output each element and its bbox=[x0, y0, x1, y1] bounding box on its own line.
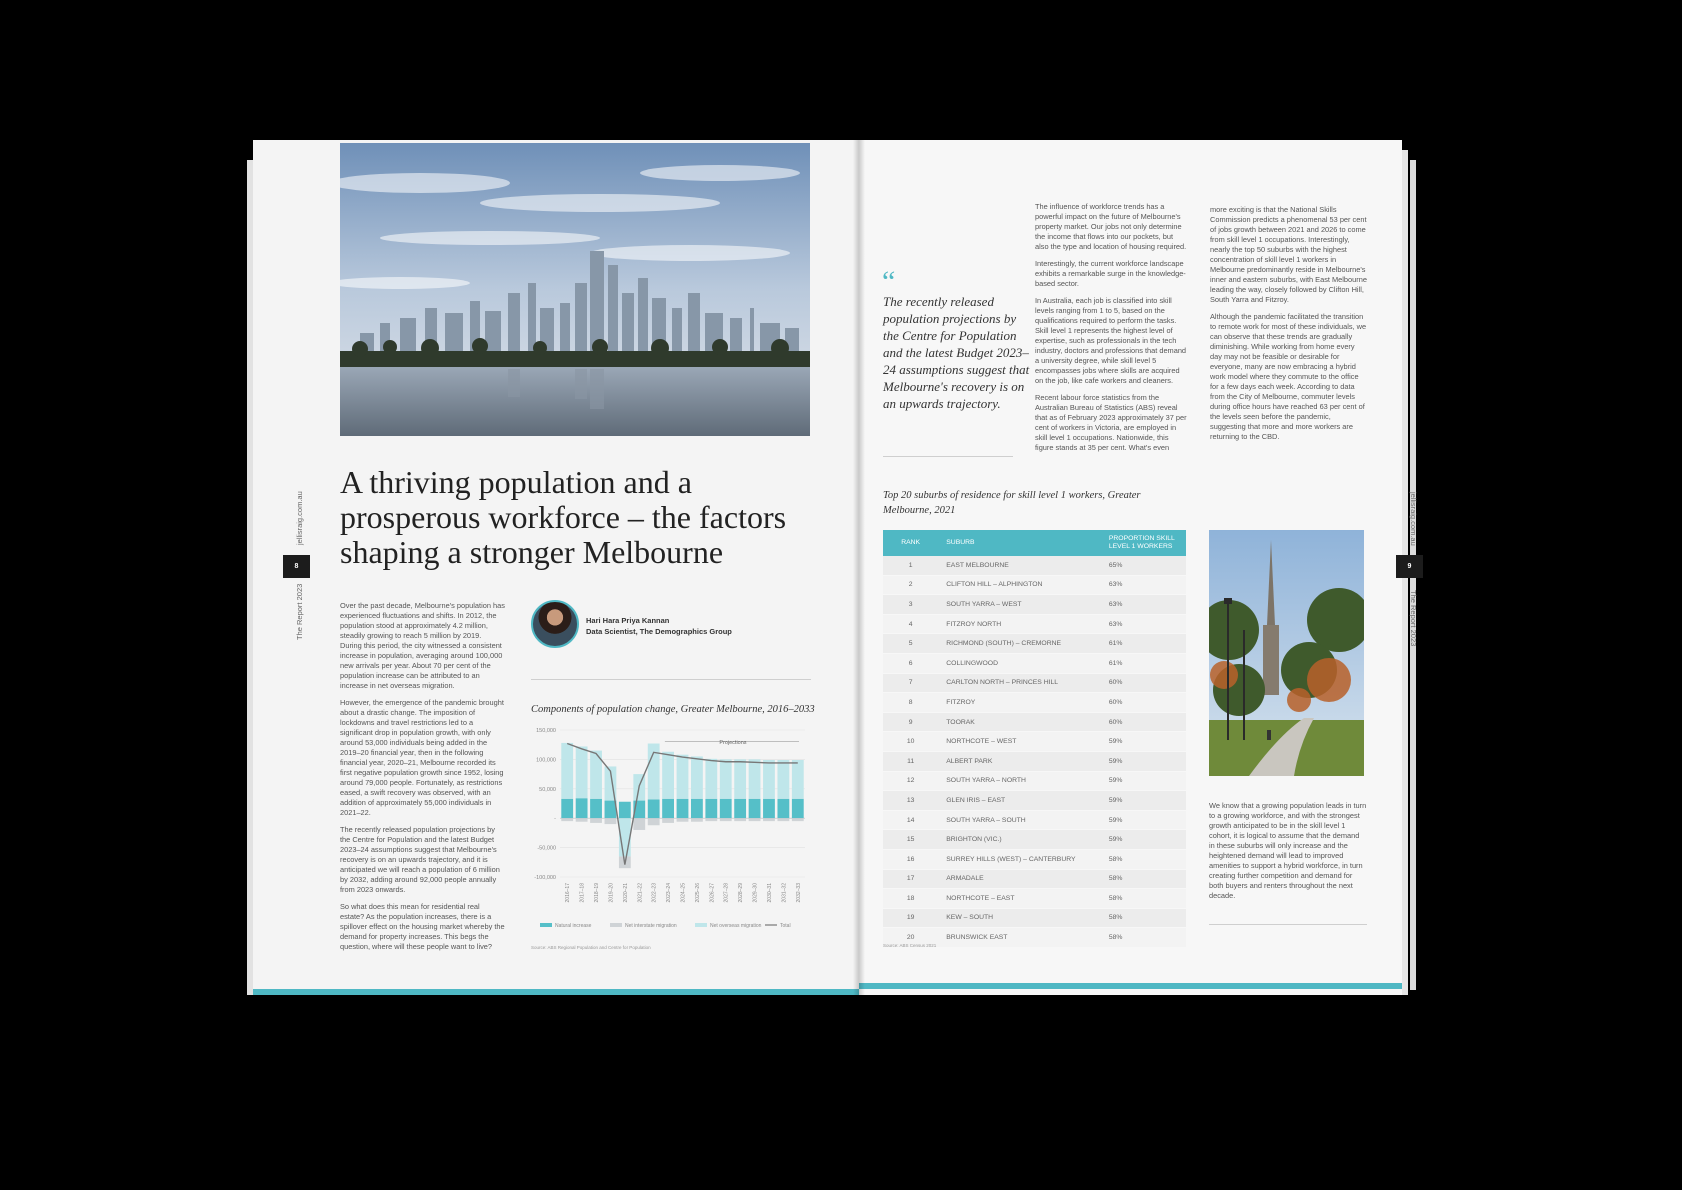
author-avatar bbox=[531, 600, 579, 648]
bar-net-interstate-migration bbox=[648, 818, 660, 825]
x-tick-label: 2022–23 bbox=[651, 883, 658, 903]
population-change-chart bbox=[520, 722, 815, 937]
body-paragraph: However, the emergence of the pandemic brought about a drastic change. The imposition of lockdowns and travel restrictions led to a significant drop in population growth, with only around 53,000 individuals being added in the 2019–20 financial year, then in the following financial year, 2020–21, Melbourne recorded its first negative population growth since 1952, losing around 79,000 people. Fortunately, as restrictions eased, a swift recovery was observed, with an addition of approximately 55,000 individuals in 2021–22. bbox=[340, 698, 504, 817]
rank-cell: 1 bbox=[883, 556, 938, 575]
proportion-cell: 58% bbox=[1101, 869, 1186, 889]
table-source: Source: ABS Census 2021 bbox=[883, 943, 937, 948]
left-body-column bbox=[340, 601, 505, 959]
table-row bbox=[883, 889, 1186, 909]
bar-net-interstate-migration bbox=[777, 818, 789, 821]
bar-net-interstate-migration bbox=[662, 818, 674, 823]
x-tick-label: 2021–22 bbox=[637, 883, 644, 903]
body-paragraph: Recent labour force statistics from the Australian Bureau of Statistics (ABS) reveal that as of February 2023 approximately 37 per cent of workers in Victoria, are employed in skill level 1 occupations. Nationwide, this figure stands at 35 per cent. What's even bbox=[1035, 393, 1187, 452]
bar-net-interstate-migration bbox=[605, 818, 617, 824]
suburb-cell: SURREY HILLS (WEST) – CANTERBURY bbox=[938, 849, 1101, 869]
table-row bbox=[883, 673, 1186, 693]
table-row bbox=[883, 869, 1186, 889]
suburb-cell: FITZROY NORTH bbox=[938, 614, 1101, 634]
header-proportion: PROPORTION SKILL LEVEL 1 WORKERS bbox=[1101, 530, 1186, 556]
table-row bbox=[883, 712, 1186, 732]
table-row bbox=[883, 830, 1186, 850]
rank-cell: 15 bbox=[883, 830, 938, 850]
table-row bbox=[883, 732, 1186, 752]
table-row bbox=[883, 791, 1186, 811]
suburb-cell: SOUTH YARRA – NORTH bbox=[938, 771, 1101, 791]
right-body-column-2 bbox=[1210, 205, 1368, 449]
bar-natural-increase bbox=[777, 799, 789, 818]
bar-net-interstate-migration bbox=[590, 818, 602, 823]
body-paragraph: Interestingly, the current workforce landscape exhibits a remarkable surge in the knowledge-based sector. bbox=[1035, 259, 1186, 288]
pull-quote: The recently released population projections by the Centre for Population and the latest Budget 2023–24 assumptions suggest that Melbourne's recovery is on an upwards trajectory. bbox=[883, 294, 1030, 411]
proportion-cell: 59% bbox=[1101, 751, 1186, 771]
body-paragraph: The recently released population projections by the Centre for Population and the latest Budget 2023–24 assumptions suggest that Melbourne's recovery is on an upwards trajectory, and it is anticipated we will reach a population of 6 million by 2032, adding around 92,000 people annually from 2023 onwards. bbox=[340, 825, 500, 894]
bar-net-overseas-migration bbox=[691, 756, 703, 798]
bar-net-overseas-migration bbox=[734, 759, 746, 798]
rank-cell: 20 bbox=[883, 928, 938, 948]
suburb-cell: BRUNSWICK EAST bbox=[938, 928, 1101, 948]
bar-net-interstate-migration bbox=[576, 818, 588, 822]
y-tick-label: 100,000 bbox=[536, 757, 556, 764]
bar-natural-increase bbox=[792, 799, 804, 818]
x-tick-label: 2020–21 bbox=[622, 883, 629, 903]
x-tick-label: 2023–24 bbox=[666, 883, 673, 903]
rank-cell: 13 bbox=[883, 791, 938, 811]
y-tick-label: -100,000 bbox=[534, 875, 556, 881]
y-tick-label: - bbox=[554, 816, 556, 823]
bar-net-interstate-migration bbox=[561, 818, 573, 821]
bar-natural-increase bbox=[576, 798, 588, 818]
bar-net-overseas-migration bbox=[792, 760, 804, 799]
rank-cell: 8 bbox=[883, 693, 938, 713]
x-tick-label: 2027–28 bbox=[723, 883, 730, 903]
proportion-cell: 63% bbox=[1101, 575, 1186, 595]
x-tick-label: 2018–19 bbox=[594, 883, 601, 903]
bar-net-interstate-migration bbox=[705, 818, 717, 821]
proportion-cell: 58% bbox=[1101, 849, 1186, 869]
suburb-cell: CLIFTON HILL – ALPHINGTON bbox=[938, 575, 1101, 595]
author-role: Data Scientist, The Demographics Group bbox=[586, 627, 732, 636]
spine-shadow bbox=[853, 140, 865, 995]
suburb-cell: TOORAK bbox=[938, 712, 1101, 732]
bar-net-interstate-migration bbox=[763, 818, 775, 821]
suburb-cell: EAST MELBOURNE bbox=[938, 556, 1101, 575]
bar-net-overseas-migration bbox=[576, 746, 588, 798]
y-tick-label: 150,000 bbox=[536, 728, 556, 734]
bar-natural-increase bbox=[705, 799, 717, 818]
rank-cell: 11 bbox=[883, 751, 938, 771]
legend-swatch bbox=[610, 923, 622, 927]
bar-net-overseas-migration bbox=[749, 759, 761, 798]
quote-divider bbox=[883, 456, 1013, 457]
bar-net-interstate-migration bbox=[677, 818, 689, 822]
body-paragraph: Over the past decade, Melbourne's population has experienced fluctuations and shifts. In 2012, the population stood at approximately 4.2 million, steadily growing to reach 5 million by 2019. During this period, the city witnessed a consistent increase in population, averaging around 100,000 new arrivals per year. About 70 per cent of the population increase can be attributed to an increase in net overseas migration. bbox=[340, 601, 505, 690]
suburb-cell: RICHMOND (SOUTH) – CREMORNE bbox=[938, 634, 1101, 654]
bar-net-interstate-migration bbox=[734, 818, 746, 821]
right-side-report: The Report 2023 bbox=[1409, 590, 1418, 647]
left-page-number: 8 bbox=[283, 555, 310, 578]
proportion-cell: 58% bbox=[1101, 928, 1186, 948]
bar-natural-increase bbox=[749, 799, 761, 818]
proportion-cell: 61% bbox=[1101, 634, 1186, 654]
rank-cell: 3 bbox=[883, 595, 938, 615]
proportion-cell: 60% bbox=[1101, 693, 1186, 713]
article-headline: A thriving population and a prosperous workforce – the factors shaping a stronger Melbourne bbox=[340, 464, 787, 570]
bar-net-interstate-migration bbox=[691, 818, 703, 822]
body-paragraph: We know that a growing population leads in turn to a growing workforce, and with the strongest growth anticipated to be in the skill level 1 cohort, it is logical to assume that the demand in these suburbs will only increase and the heightened demand will lead to improved amenities to support a hybrid workforce, in turn creating further competition and demand for both buyers and renters throughout the next decade. bbox=[1209, 801, 1367, 900]
suburb-cell: KEW – SOUTH bbox=[938, 908, 1101, 928]
park-church-photo bbox=[1209, 530, 1364, 776]
rank-cell: 9 bbox=[883, 712, 938, 732]
bar-natural-increase bbox=[605, 801, 617, 819]
closing-paragraph bbox=[1209, 801, 1367, 908]
suburb-cell: BRIGHTON (VIC.) bbox=[938, 830, 1101, 850]
x-tick-label: 2025–26 bbox=[694, 883, 701, 903]
body-paragraph: In Australia, each job is classified into skill levels ranging from 1 to 5, based on the qualifications required to perform the tasks. Skill level 1 represents the highest level of expertise, such as professionals in the tech industry, doctors and professions that demand a university degree, while skill level 5 encompasses jobs where skills are acquired on the job, like cafe workers and cleaners. bbox=[1035, 296, 1187, 385]
proportion-cell: 63% bbox=[1101, 614, 1186, 634]
author-name: Hari Hara Priya Kannan bbox=[586, 616, 670, 625]
rank-cell: 14 bbox=[883, 810, 938, 830]
bar-net-overseas-migration bbox=[677, 755, 689, 799]
bar-natural-increase bbox=[763, 799, 775, 818]
x-tick-label: 2028–29 bbox=[738, 883, 745, 903]
projections-annotation: Projections bbox=[719, 739, 747, 746]
suburb-cell: ALBERT PARK bbox=[938, 751, 1101, 771]
table-row bbox=[883, 653, 1186, 673]
table-row bbox=[883, 849, 1186, 869]
bar-natural-increase bbox=[561, 799, 573, 818]
proportion-cell: 61% bbox=[1101, 653, 1186, 673]
left-bottom-strip bbox=[253, 989, 859, 995]
suburb-cell: NORTHCOTE – EAST bbox=[938, 889, 1101, 909]
proportion-cell: 60% bbox=[1101, 673, 1186, 693]
legend-label: Net interstate migration bbox=[625, 923, 677, 929]
rank-cell: 7 bbox=[883, 673, 938, 693]
x-tick-label: 2030–31 bbox=[766, 883, 773, 903]
bar-net-interstate-migration bbox=[792, 818, 804, 821]
header-rank: RANK bbox=[883, 530, 938, 556]
bar-natural-increase bbox=[662, 799, 674, 818]
left-side-report: The Report 2023 bbox=[295, 583, 304, 640]
y-tick-label: 50,000 bbox=[539, 786, 556, 793]
rank-cell: 6 bbox=[883, 653, 938, 673]
suburbs-table bbox=[883, 530, 1186, 948]
table-title: Top 20 suburbs of residence for skill level 1 workers, Greater Melbourne, 2021 bbox=[883, 490, 1141, 516]
right-bottom-strip bbox=[859, 983, 1402, 989]
bar-net-interstate-migration bbox=[720, 818, 732, 821]
right-page-number: 9 bbox=[1396, 555, 1423, 578]
x-tick-label: 2031–32 bbox=[781, 883, 788, 903]
bar-net-interstate-migration bbox=[633, 818, 645, 830]
header-suburb: SUBURB bbox=[938, 530, 1101, 556]
suburb-cell: GLEN IRIS – EAST bbox=[938, 791, 1101, 811]
legend-label: Total bbox=[780, 923, 791, 929]
bar-net-overseas-migration bbox=[763, 760, 775, 799]
bar-natural-increase bbox=[590, 799, 602, 818]
suburb-cell: CARLTON NORTH – PRINCES HILL bbox=[938, 673, 1101, 693]
rank-cell: 16 bbox=[883, 849, 938, 869]
legend-label: Net overseas migration bbox=[710, 923, 762, 929]
bar-natural-increase bbox=[619, 802, 631, 818]
bar-natural-increase bbox=[648, 799, 660, 818]
proportion-cell: 59% bbox=[1101, 830, 1186, 850]
bar-net-overseas-migration bbox=[662, 752, 674, 799]
body-paragraph: The influence of workforce trends has a powerful impact on the future of Melbourne's property market. Our jobs not only determine the income that flows into our pockets, but also the type and location of housing required. bbox=[1035, 202, 1187, 251]
body-paragraph: So what does this mean for residential real estate? As the population increases, there is a spillover effect on the housing market whereby the demand for property increases. This begs the question, where will these people want to live? bbox=[340, 902, 505, 951]
legend-swatch bbox=[540, 923, 552, 927]
bar-net-overseas-migration bbox=[777, 760, 789, 799]
bar-natural-increase bbox=[691, 799, 703, 818]
table-row bbox=[883, 908, 1186, 928]
closing-divider bbox=[1209, 924, 1367, 925]
divider bbox=[531, 679, 811, 680]
quote-mark-icon: “ bbox=[882, 265, 896, 298]
melbourne-skyline-photo bbox=[340, 143, 810, 436]
proportion-cell: 59% bbox=[1101, 771, 1186, 791]
table-row bbox=[883, 693, 1186, 713]
proportion-cell: 65% bbox=[1101, 556, 1186, 575]
bar-net-overseas-migration bbox=[561, 743, 573, 799]
rank-cell: 5 bbox=[883, 634, 938, 654]
suburb-cell: NORTHCOTE – WEST bbox=[938, 732, 1101, 752]
legend-swatch bbox=[695, 923, 707, 927]
x-tick-label: 2029–30 bbox=[752, 883, 759, 903]
table-header-row bbox=[883, 530, 1186, 556]
rank-cell: 19 bbox=[883, 908, 938, 928]
suburb-cell: FITZROY bbox=[938, 693, 1101, 713]
table-row bbox=[883, 810, 1186, 830]
table-row bbox=[883, 595, 1186, 615]
proportion-cell: 58% bbox=[1101, 889, 1186, 909]
bar-net-overseas-migration bbox=[705, 759, 717, 799]
rank-cell: 18 bbox=[883, 889, 938, 909]
proportion-cell: 59% bbox=[1101, 732, 1186, 752]
x-tick-label: 2016–17 bbox=[565, 883, 572, 903]
x-tick-label: 2019–20 bbox=[608, 883, 615, 903]
suburb-cell: SOUTH YARRA – WEST bbox=[938, 595, 1101, 615]
right-side-url: jellisraig.com.au bbox=[1409, 492, 1418, 546]
table-row bbox=[883, 634, 1186, 654]
proportion-cell: 63% bbox=[1101, 595, 1186, 615]
bar-net-interstate-migration bbox=[749, 818, 761, 821]
proportion-cell: 59% bbox=[1101, 810, 1186, 830]
rank-cell: 10 bbox=[883, 732, 938, 752]
table-row bbox=[883, 614, 1186, 634]
chart-title: Components of population change, Greater Melbourne, 2016–2033 bbox=[531, 704, 815, 715]
bar-natural-increase bbox=[734, 799, 746, 818]
table-row bbox=[883, 575, 1186, 595]
table-row bbox=[883, 751, 1186, 771]
bar-natural-increase bbox=[720, 799, 732, 818]
left-side-url: jellisraig.com.au bbox=[295, 491, 304, 545]
table-row bbox=[883, 556, 1186, 575]
bar-net-overseas-migration bbox=[720, 759, 732, 798]
bar-natural-increase bbox=[677, 799, 689, 818]
proportion-cell: 59% bbox=[1101, 791, 1186, 811]
chart-source: Source: ABS Regional Population and Centre for Population bbox=[531, 945, 651, 950]
table-row bbox=[883, 771, 1186, 791]
suburb-cell: SOUTH YARRA – SOUTH bbox=[938, 810, 1101, 830]
rank-cell: 17 bbox=[883, 869, 938, 889]
proportion-cell: 58% bbox=[1101, 908, 1186, 928]
x-tick-label: 2024–25 bbox=[680, 883, 687, 903]
right-body-column-1 bbox=[1035, 202, 1187, 460]
x-tick-label: 2026–27 bbox=[709, 883, 716, 903]
suburb-cell: COLLINGWOOD bbox=[938, 653, 1101, 673]
legend-label: Natural increase bbox=[555, 923, 592, 929]
rank-cell: 12 bbox=[883, 771, 938, 791]
suburb-cell: ARMADALE bbox=[938, 869, 1101, 889]
y-tick-label: -50,000 bbox=[537, 845, 556, 852]
body-paragraph: more exciting is that the National Skills Commission predicts a phenomenal 53 per cent of jobs growth between 2021 and 2026 to come from skill level 1 occupations. Interestingly, nearly the top 50 suburbs with the highest concentration of skill level 1 workers in Melbourne predominantly reside in Melbourne's inner and eastern suburbs, with East Melbourne leading the way, closely followed by Clifton Hill, South Yarra and Fitzroy. bbox=[1210, 205, 1367, 304]
proportion-cell: 60% bbox=[1101, 712, 1186, 732]
rank-cell: 4 bbox=[883, 614, 938, 634]
rank-cell: 2 bbox=[883, 575, 938, 595]
x-tick-label: 2032–33 bbox=[795, 883, 802, 903]
x-tick-label: 2017–18 bbox=[579, 883, 586, 903]
body-paragraph: Although the pandemic facilitated the transition to remote work for most of these individuals, we can observe that these trends are gradually diminishing. While working from home every day may not be feasible or desirable for everyone, many are now embracing a hybrid work model where they commute to the office for a few days each week. According to data from the City of Melbourne, commuter levels during office hours have reached 63 per cent of the levels seen before the pandemic, suggesting that more and more workers are returning to the CBD. bbox=[1210, 312, 1367, 441]
